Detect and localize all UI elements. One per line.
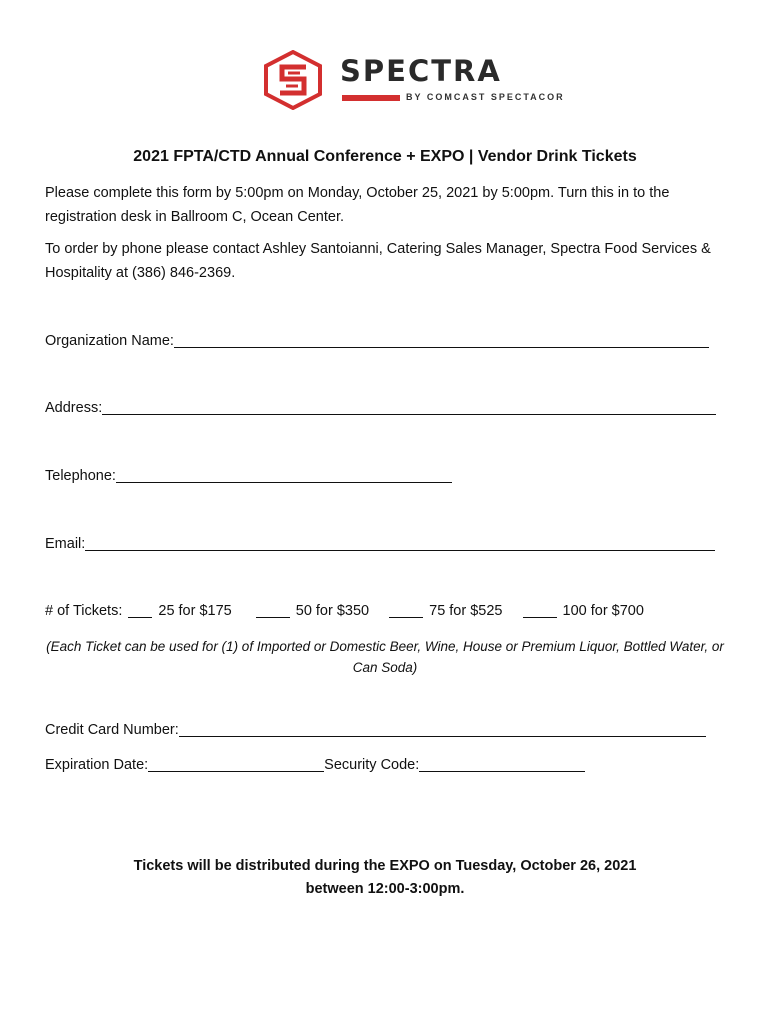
- ticket-blank-100[interactable]: [523, 601, 557, 618]
- ticket-option-label: 75 for $525: [429, 603, 503, 619]
- ticket-blank-25[interactable]: [128, 601, 152, 618]
- credit-card-label: Credit Card Number:: [45, 722, 179, 738]
- ticket-quantity-row: [45, 601, 745, 621]
- security-code-input-line[interactable]: [419, 755, 585, 772]
- ticket-blank-50[interactable]: [256, 601, 290, 618]
- email-input-line[interactable]: [85, 534, 715, 551]
- distribution-notice-line-2: between 12:00-3:00pm.: [305, 881, 465, 897]
- logo-wordmark: SPECTRA: [340, 54, 502, 88]
- ticket-option-50[interactable]: [256, 601, 369, 621]
- distribution-notice-line-1: Tickets will be distributed during the EXPO on Tuesday, October 26, 2021: [133, 858, 637, 874]
- organization-input-line[interactable]: [174, 331, 709, 348]
- address-input-line[interactable]: [102, 398, 716, 415]
- expiration-label: Expiration Date:: [45, 757, 149, 773]
- ticket-option-label: 50 for $350: [295, 603, 370, 619]
- ticket-option-label: 25 for $175: [158, 603, 232, 619]
- address-label: Address:: [45, 400, 103, 416]
- telephone-field[interactable]: [45, 466, 452, 486]
- telephone-input-line[interactable]: [116, 466, 452, 483]
- ticket-option-100[interactable]: [523, 601, 644, 621]
- email-field[interactable]: [45, 534, 715, 554]
- organization-field[interactable]: [45, 331, 709, 351]
- email-label: Email:: [45, 536, 86, 552]
- logo-accent-bar: [342, 95, 400, 101]
- instructions-deadline: Please complete this form by 5:00pm on Monday, October 25, 2021 by 5:00pm. Turn this in to the registration desk in Ballroom C, Ocean Center.: [45, 185, 670, 225]
- organization-label: Organization Name:: [45, 333, 174, 349]
- credit-card-field[interactable]: [45, 720, 706, 740]
- credit-card-input-line[interactable]: [179, 720, 706, 737]
- ticket-blank-75[interactable]: [389, 601, 423, 618]
- logo-tagline: BY COMCAST SPECTACOR: [406, 92, 565, 102]
- ticket-usage-note: (Each Ticket can be used for (1) of Imported or Domestic Beer, Wine, House or Premium Liquor, Bottled Water, or Can Soda): [46, 639, 724, 675]
- spectra-logo-icon: [262, 50, 324, 110]
- tickets-label: # of Tickets:: [45, 603, 123, 619]
- address-field[interactable]: [45, 398, 716, 418]
- spectra-logo: [262, 50, 565, 110]
- form-title: 2021 FPTA/CTD Annual Conference + EXPO | Vendor Drink Tickets: [133, 148, 637, 165]
- ticket-option-25[interactable]: [128, 601, 231, 621]
- security-code-label: Security Code:: [324, 757, 420, 773]
- ticket-option-label: 100 for $700: [562, 603, 644, 619]
- ticket-option-75[interactable]: [389, 601, 502, 621]
- expiration-security-row: [45, 755, 585, 775]
- distribution-notice: [0, 855, 770, 901]
- expiration-input-line[interactable]: [148, 755, 324, 772]
- telephone-label: Telephone:: [45, 468, 116, 484]
- instructions-phone: To order by phone please contact Ashley Santoianni, Catering Sales Manager, Spectra Food Services & Hospitality at (386) 846-2369.: [45, 241, 711, 281]
